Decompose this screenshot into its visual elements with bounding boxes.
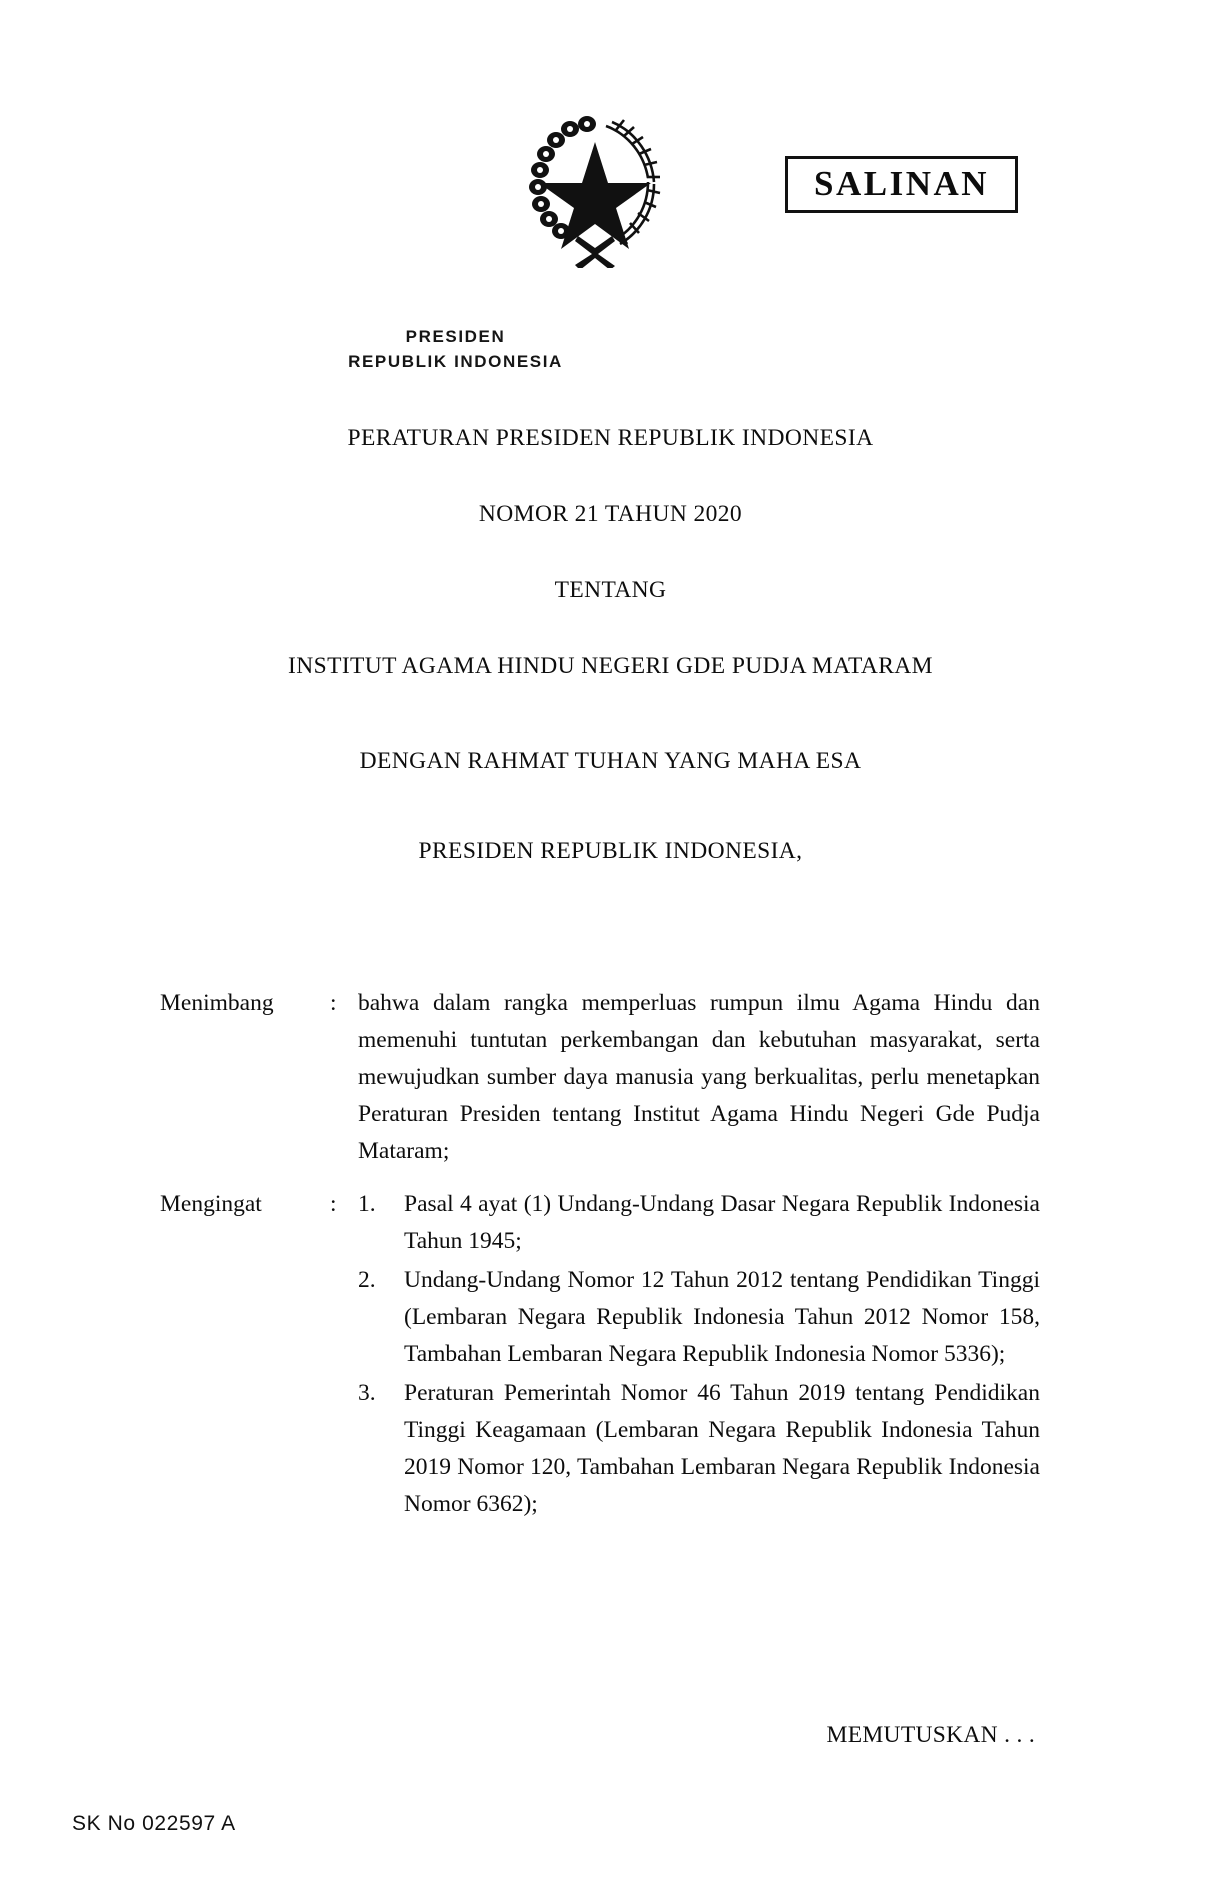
document-title-block [0,425,1221,865]
title-invocation: DENGAN RAHMAT TUHAN YANG MAHA ESA [359,748,862,774]
title-subject: INSTITUT AGAMA HINDU NEGERI GDE PUDJA MATARAM [288,653,933,679]
institution-line-presiden: PRESIDEN [405,327,506,346]
title-regulation-type: PERATURAN PRESIDEN REPUBLIK INDONESIA [347,425,874,451]
list-item-text: Pasal 4 ayat (1) Undang-Undang Dasar Negara Republik Indonesia Tahun 1945; [404,1191,1040,1254]
clause-mengingat-list-wrap [358,1186,1040,1525]
clause-mengingat-label: Mengingat [160,1191,262,1217]
document-body [160,985,1040,1541]
continuation-note: MEMUTUSKAN . . . [826,1722,1035,1748]
clause-mengingat [160,1186,1040,1525]
title-signatory: PRESIDEN REPUBLIK INDONESIA, [418,838,803,864]
list-item-number: 3. [358,1380,376,1406]
document-header [0,108,1221,278]
salinan-stamp-label: SALINAN [814,164,990,203]
salinan-stamp [785,156,1018,213]
list-item-number: 2. [358,1267,376,1293]
clause-menimbang-colon: : [330,990,337,1016]
title-tentang: TENTANG [554,577,667,603]
list-item [358,1375,1040,1523]
title-number-year: NOMOR 21 TAHUN 2020 [478,501,743,527]
clause-mengingat-colon: : [330,1191,337,1217]
clause-menimbang-paragraph: bahwa dalam rangka memperluas rumpun ilmu Agama Hindu dan memenuhi tuntutan perkembangan dan kebutuhan masyarakat, serta mewujudkan sumber daya manusia yang berkualitas, perlu menetapkan Peraturan Presiden tentang Institut Agama Hindu Negeri Gde Pudja Mataram; [358,990,1040,1164]
sk-number: SK No 022597 A [72,1812,236,1835]
clause-menimbang-label: Menimbang [160,990,274,1016]
list-item-text: Peraturan Pemerintah Nomor 46 Tahun 2019 tentang Pendidikan Tinggi Keagamaan (Lembaran Negara Republik Indonesia Tahun 2019 Nomor 120, Tambahan Lembaran Negara Republik Indonesia Nomor 6362); [404,1380,1040,1517]
clause-menimbang-text [358,985,1040,1170]
garuda-star-wreath-emblem [520,108,670,268]
institution-line-republik-indonesia: REPUBLIK INDONESIA [348,352,563,371]
clause-menimbang [160,985,1040,1170]
list-item [358,1262,1040,1373]
clause-mengingat-list [358,1186,1040,1523]
list-item-text: Undang-Undang Nomor 12 Tahun 2012 tentang Pendidikan Tinggi (Lembaran Negara Republik Indonesia Tahun 2012 Nomor 158, Tambahan Lembaran Negara Republik Indonesia Nomor 5336); [404,1267,1040,1367]
list-item [358,1186,1040,1260]
list-item-number: 1. [358,1191,376,1217]
